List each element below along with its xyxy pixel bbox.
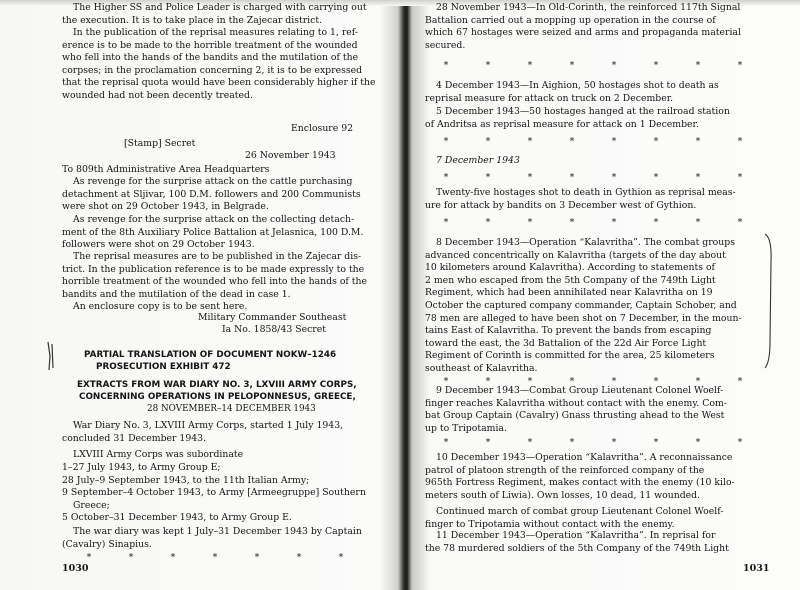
text-line: 28 November 1943—In Old-Corinth, the reinforced 117th Signal [436,2,741,13]
addressee: To 809th Administrative Area Headquarters [62,164,270,175]
right-page [425,0,773,590]
top-text [62,2,392,27]
text-line: 78 men are alleged to have been shot on 7 December, in the moun- [425,312,742,324]
text-line: concluded 31 December 1943. [62,432,207,444]
heading-line: PROSECUTION EXHIBIT 472 [96,362,231,372]
paragraph-jelasnica [62,214,392,252]
text-line: 965th Fortress Regiment, makes contact with the enemy (10 kilo- [425,477,735,489]
separator-row: * * * * * * * * [443,173,743,183]
text-line: 5 December 1943—50 hostages hanged at the railroad station [436,106,730,117]
separator-row: * * * * * * * * [443,61,743,71]
text-line: toward the east, the 3d Battalion of the 22d Air Force Light [425,337,707,349]
subordinate-line: LXVIII Army Corps was subordinate [73,449,244,460]
heading-line: EXTRACTS FROM WAR DIARY NO. 3, LXVIII ARMY CORPS, [77,380,357,390]
text-line: trict. In the publication reference is to be made expressly to the [62,263,365,275]
paragraph-sljivar [62,176,392,214]
text-line: wounded had not been decently treated. [62,89,253,101]
margin-bracket-mark [762,232,776,370]
entry-11-december [425,530,773,555]
document-heading [84,349,392,373]
text-line: that the reprisal quota would have been considerably higher if the [62,77,376,89]
enclosure-copy-note: An enclosure copy is to be sent here. [73,301,248,312]
entry-10-december [425,452,773,502]
text-line: which 67 hostages were seized and arms and propaganda material [425,27,741,39]
text-line: The reprisal measures are to be published in the Zajecar dis- [73,251,362,262]
extracts-heading [77,379,392,415]
text-line: Battalion carried out a mopping up operation in the course of [425,14,716,26]
text-line: finger to Tripotamia without contact with the enemy. [425,518,675,530]
heading-line: PARTIAL TRANSLATION OF DOCUMENT NOKW–1246 [84,350,337,360]
entry-7-december-date: 7 December 1943 [436,155,520,166]
separator-row: * * * * * * * * [443,137,743,147]
text-line: Continued march of combat group Lieutenant Colonel Woelf- [436,506,724,517]
separator-row: * * * * * * * [86,553,344,563]
text-line: who fell into the hands of the bandits and the mutilation of the [62,52,359,64]
signature: Military Commander Southeast [198,312,347,323]
list-item: Greece; [73,499,110,511]
text-line: advanced concentrically on Kalavritha (targets of the day about [425,249,726,261]
text-line: As revenge for the surprise attack on the cattle purchasing [73,176,353,187]
paragraph-publication [62,251,392,301]
list-item: 9 September–4 October 1943, to Army [Armeegruppe] Southern [62,487,366,499]
entry-8-december [425,237,773,376]
text-line: bandits and the mutilation of the dead in case 1. [62,288,291,300]
text-line: meters south of Liwia). Own losses, 10 dead, 11 wounded. [425,489,701,501]
entry-4-december [425,80,773,105]
document-date: 26 November 1943 [245,150,336,161]
text-line: patrol of platoon strength of the reinforced company of the [425,464,705,476]
text-line: ure for attack by bandits on 3 December west of Gythion. [425,199,697,211]
reference-number: Ia No. 1858/43 Secret [222,324,326,335]
text-line: In the publication of the reprisal measures relating to 1, ref- [73,27,359,38]
separator-row: * * * * * * * * [443,438,743,448]
text-line: 4 December 1943—In Aighion, 50 hostages shot to death as [436,80,719,91]
page-number-right: 1031 [743,563,770,574]
text-line: October the captured company commander, Captain Schober, and [425,299,737,311]
entry-continued-march [425,506,773,531]
separator-row: * * * * * * * * [443,218,743,228]
text-line: erence is to be made to the horrible treatment of the wounded [62,39,358,51]
text-line: ment of the 8th Auxiliary Police Battalion at Jelasnica, 100 D.M. [62,226,364,238]
text-line: 10 kilometers around Kalavritha). According to statements of [425,262,716,274]
diary-intro [62,420,392,445]
text-line: bat Group Captain (Cavalry) Gnass thrusting ahead to the West [425,410,725,422]
entry-7-december [425,187,773,212]
text-line: (Cavalry) Sinapius. [62,538,152,550]
margin-mark [44,340,58,374]
text-line: southeast of Kalavritha. [425,362,538,374]
heading-line: 28 NOVEMBER–14 DECEMBER 1943 [147,404,316,414]
text-line: tains East of Kalavritha. To prevent the bands from escaping [425,325,712,337]
text-line: The Higher SS and Police Leader is charged with carrying out [73,2,367,13]
text-line: 2 men who escaped from the 5th Company of the 749th Light [425,274,716,286]
entry-9-december [425,385,773,435]
text-line: Regiment, which had been annihilated near Kalavritha on 19 [425,287,713,299]
text-line: 10 December 1943—Operation “Kalavritha”. A reconnaissance [436,452,733,463]
text-line: finger reaches Kalavritha without contact with the enemy. Com- [425,397,727,409]
text-line: secured. [425,39,466,51]
text-line: Regiment of Corinth is committed for the area, 25 kilometers [425,350,715,362]
text-line: were shot on 29 October 1943, in Belgrade. [62,201,269,213]
enclosure-label: Enclosure 92 [291,123,354,134]
list-item: 28 July–9 September 1943, to the 11th Italian Army; [62,474,310,486]
text-line: detachment at Sljivar, 100 D.M. followers and 200 Communists [62,188,361,200]
text-line: the 78 murdered soldiers of the 5th Company of the 749th Light [425,542,729,554]
paragraph-reprisal-publication [62,27,392,103]
text-line: of Andritsa as reprisal measure for attack on 1 December. [425,118,699,130]
heading-line: CONCERNING OPERATIONS IN PELOPONNESUS, GREECE, [79,392,356,402]
text-line: reprisal measure for attack on truck on 2 December. [425,92,674,104]
text-line: up to Tripotamia. [425,422,507,434]
entry-5-december [425,106,773,131]
text-line: the execution. It is to take place in the Zajecar district. [62,14,323,26]
page-number-left: 1030 [62,563,89,574]
text-line: The war diary was kept 1 July–31 December 1943 by Captain [73,526,362,537]
text-line: As revenge for the surprise attack on the collecting detach- [73,214,355,225]
text-line: corpses; in the proclamation concerning 2, it is to be expressed [62,64,363,76]
list-item: 5 October–31 December 1943, to Army Group E. [62,512,292,524]
separator-row: * * * * * * * * [443,377,743,387]
text-line: followers were shot on 29 October 1943. [62,239,255,251]
text-line: 11 December 1943—Operation “Kalavritha”. In reprisal for [436,530,716,541]
text-line: 9 December 1943—Combat Group Lieutenant Colonel Woelf- [436,385,724,396]
text-line: Twenty-five hostages shot to death in Gythion as reprisal meas- [436,187,736,198]
subordination-list [62,462,392,525]
entry-28-november [425,2,773,52]
list-item: 1–27 July 1943, to Army Group E; [62,462,221,473]
text-line: War Diary No. 3, LXVIII Army Corps, started 1 July 1943, [73,420,344,431]
text-line: horrible treatment of the wounded who fell into the hands of the [62,276,368,288]
text-line: 8 December 1943—Operation “Kalavritha”. The combat groups [436,237,735,248]
diary-kept-note [62,526,392,551]
left-page [62,0,392,590]
stamp-secret: [Stamp] Secret [124,138,196,149]
